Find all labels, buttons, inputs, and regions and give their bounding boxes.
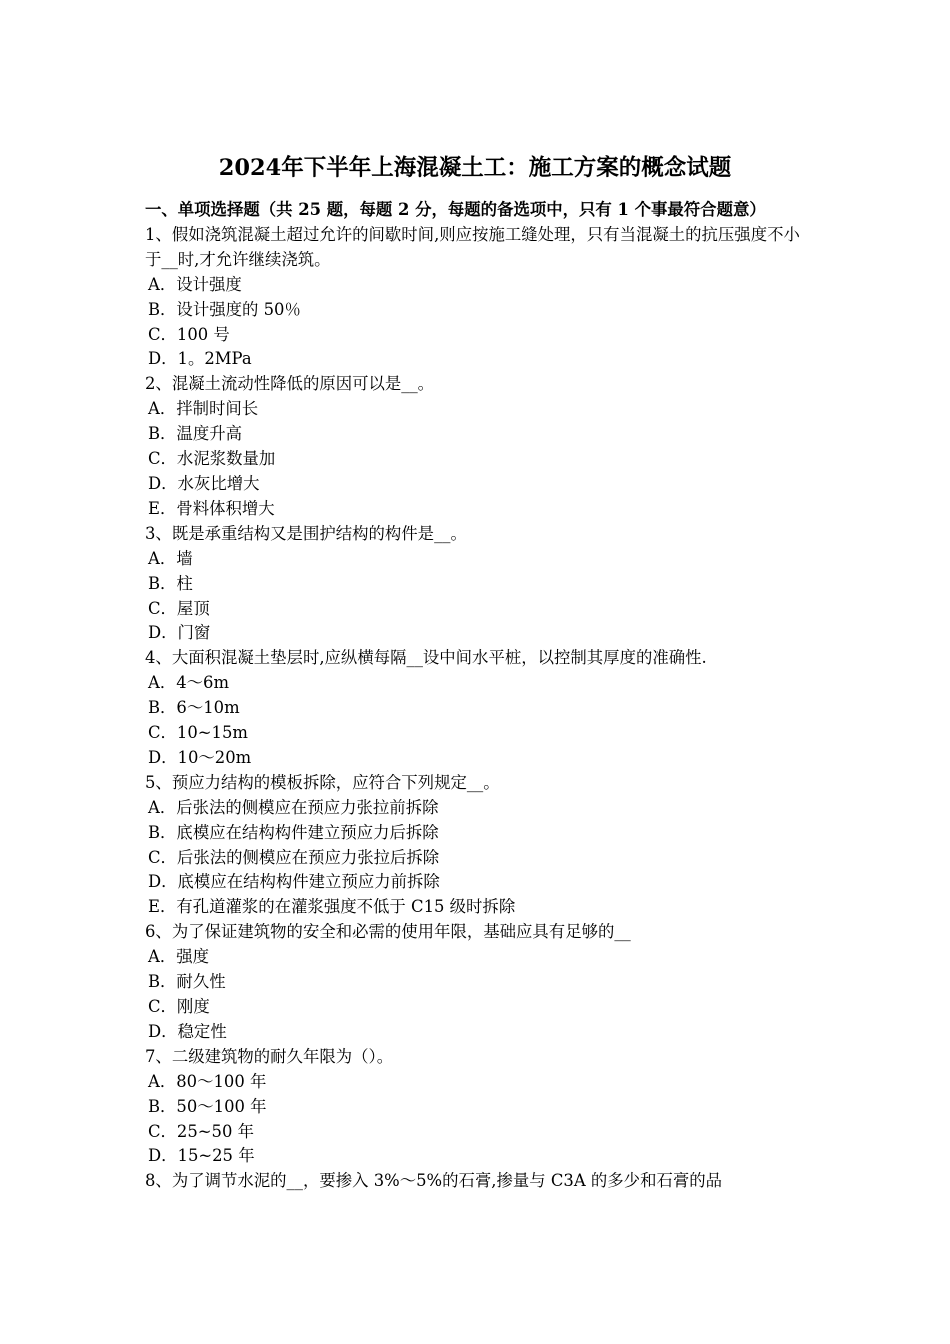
question-8	[145, 1169, 810, 1194]
option-b: B．柱	[148, 573, 193, 593]
option-d: D．15~25 年	[148, 1146, 255, 1166]
option-b: B．6～10m	[148, 698, 240, 718]
option-b: B．50～100 年	[148, 1096, 267, 1116]
option-c: C．25~50 年	[148, 1121, 254, 1141]
question-text: 1、假如浇筑混凝土超过允许的间歇时间,则应按施工缝处理，只有当混凝土的抗压强度不小于__时,才允许继续浇筑。	[145, 224, 800, 269]
question-5	[145, 771, 810, 920]
question-text: 5、预应力结构的模板拆除，应符合下列规定__。	[145, 772, 500, 792]
option-a: A．4～6m	[148, 673, 230, 693]
option-b: B．温度升高	[148, 424, 242, 444]
option-d: D．底模应在结构构件建立预应力前拆除	[148, 872, 440, 892]
option-e: E．骨料体积增大	[148, 498, 275, 518]
option-d: D．门窗	[148, 623, 211, 643]
question-2	[145, 372, 810, 521]
option-c: C．后张法的侧模应在预应力张拉后拆除	[148, 847, 440, 867]
option-d: D．水灰比增大	[148, 473, 260, 493]
option-d: D．1。2MPa	[148, 349, 252, 369]
document-title: 2024年下半年上海混凝土工：施工方案的概念试题	[218, 155, 732, 181]
question-text: 3、既是承重结构又是围护结构的构件是__。	[145, 523, 467, 543]
question-text: 6、为了保证建筑物的安全和必需的使用年限，基础应具有足够的__	[145, 922, 631, 942]
question-6	[145, 920, 810, 1045]
question-7	[145, 1045, 810, 1170]
option-c: C．100 号	[148, 324, 230, 344]
option-c: C．水泥浆数量加	[148, 449, 276, 469]
question-4	[145, 646, 810, 771]
section-heading: 一、单项选择题（共 25 题，每题 2 分，每题的备选项中，只有 1 个事最符合题意）	[145, 200, 766, 219]
question-text: 4、大面积混凝土垫层时,应纵横每隔__设中间水平桩，以控制其厚度的准确性.	[145, 648, 707, 668]
option-b: B．耐久性	[148, 972, 226, 992]
question-text: 2、混凝土流动性降低的原因可以是__。	[145, 374, 435, 394]
option-a: A．设计强度	[148, 274, 242, 294]
option-d: D．稳定性	[148, 1021, 227, 1041]
option-a: A．拌制时间长	[148, 399, 259, 419]
option-a: A．后张法的侧模应在预应力张拉前拆除	[148, 797, 439, 817]
option-a: A．80～100 年	[148, 1071, 267, 1091]
question-list	[145, 198, 810, 1194]
question-text: 7、二级建筑物的耐久年限为（）。	[145, 1046, 394, 1066]
option-d: D．10～20m	[148, 747, 252, 767]
option-e: E．有孔道灌浆的在灌浆强度不低于 C15 级时拆除	[148, 897, 516, 917]
option-a: A．强度	[148, 947, 210, 967]
option-a: A．墙	[148, 548, 193, 568]
option-b: B．底模应在结构构件建立预应力后拆除	[148, 822, 439, 842]
option-c: C．10~15m	[148, 723, 248, 743]
option-b: B．设计强度的 50％	[148, 299, 301, 319]
option-c: C．屋顶	[148, 598, 210, 618]
question-text: 8、为了调节水泥的__，要掺入 3%～5%的石膏,掺量与 C3A 的多少和石膏的品	[145, 1171, 723, 1191]
question-3	[145, 522, 810, 647]
option-c: C．刚度	[148, 997, 210, 1016]
question-1	[145, 223, 810, 372]
